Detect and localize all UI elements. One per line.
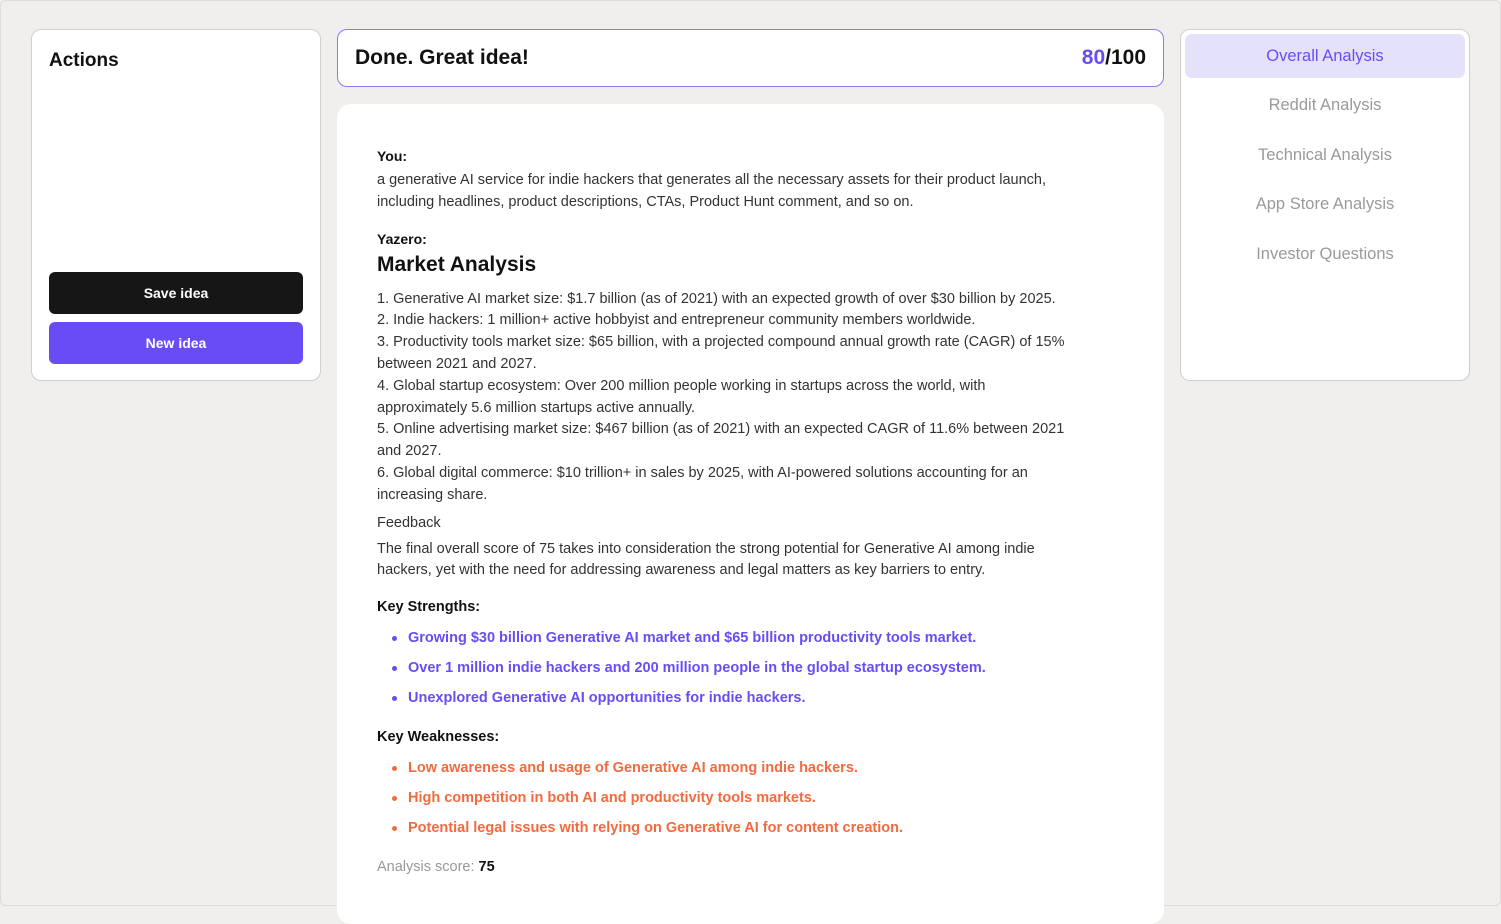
analysis-score-label: Analysis score: [377,859,475,876]
strengths-list [377,623,1124,713]
market-line: 6. Global digital commerce: $10 trillion+ in sales by 2025, with AI-powered solutions accounting for an [377,464,1028,481]
weakness-item: Low awareness and usage of Generative AI among indie hackers. [377,753,1124,783]
weakness-item: High competition in both AI and productivity tools markets. [377,783,1124,813]
new-idea-button[interactable]: New idea [49,322,303,364]
analysis-score [377,859,1124,875]
market-line: 4. Global startup ecosystem: Over 200 million people working in startups across the world, with [377,377,986,394]
save-idea-button[interactable]: Save idea [49,272,303,314]
user-label: You: [377,148,408,164]
actions-title: Actions [49,50,119,71]
score-value: 80 [1081,46,1106,69]
feedback-line: hackers, yet with the need for addressing awareness and legal matters as key barriers to entry. [377,562,986,579]
market-line: 5. Online advertising market size: $467 billion (as of 2021) with an expected CAGR of 11.6% between 2021 [377,421,1065,438]
analysis-score-value: 75 [478,859,495,876]
result-header [337,29,1164,87]
actions-panel [31,29,321,381]
nav-item-investor-questions[interactable]: Investor Questions [1256,244,1394,263]
page-title: Done. Great idea! [355,46,529,69]
score-max: /100 [1105,46,1146,69]
market-line: increasing share. [377,486,488,503]
market-line: between 2021 and 2027. [377,355,537,372]
nav-item-overall-analysis[interactable]: Overall Analysis [1185,34,1465,78]
market-line: 2. Indie hackers: 1 million+ active hobbyist and entrepreneur community members worldwide. [377,312,976,329]
overall-score [1082,46,1146,70]
market-line: 1. Generative AI market size: $1.7 billion (as of 2021) with an expected growth of over $30 billion by 2025. [377,290,1056,307]
weaknesses-list [377,753,1124,843]
weakness-item: Potential legal issues with relying on Generative AI for content creation. [377,813,1124,843]
section-title: Market Analysis [377,252,537,276]
nav-item-reddit-analysis[interactable]: Reddit Analysis [1268,96,1382,115]
assistant-label: Yazero: [377,230,427,247]
market-line: approximately 5.6 million startups active annually. [377,399,696,416]
analysis-nav [1180,29,1470,381]
analysis-content [337,104,1164,924]
strength-item: Unexplored Generative AI opportunities for indie hackers. [377,683,1124,713]
feedback-text [377,539,1124,583]
market-line: and 2027. [377,443,442,460]
nav-item-technical-analysis[interactable]: Technical Analysis [1258,145,1392,164]
market-analysis-list [377,289,1124,507]
strengths-title: Key Strengths: [377,599,481,616]
user-message-line: including headlines, product descriptions, CTAs, Product Hunt comment, and so on. [377,193,914,210]
strength-item: Over 1 million indie hackers and 200 million people in the global startup ecosystem. [377,653,1124,683]
weaknesses-title: Key Weaknesses: [377,729,500,746]
feedback-line: The final overall score of 75 takes into consideration the strong potential for Generative AI among indie [377,540,1035,557]
market-line: 3. Productivity tools market size: $65 billion, with a projected compound annual growth rate (CAGR) of 15% [377,334,1065,351]
user-message [377,170,1124,214]
feedback-label: Feedback [377,514,441,531]
user-message-line: a generative AI service for indie hackers that generates all the necessary assets for their product launch, [377,172,1046,188]
nav-item-app-store-analysis[interactable]: App Store Analysis [1255,195,1395,214]
strength-item: Growing $30 billion Generative AI market and $65 billion productivity tools market. [377,623,1124,653]
